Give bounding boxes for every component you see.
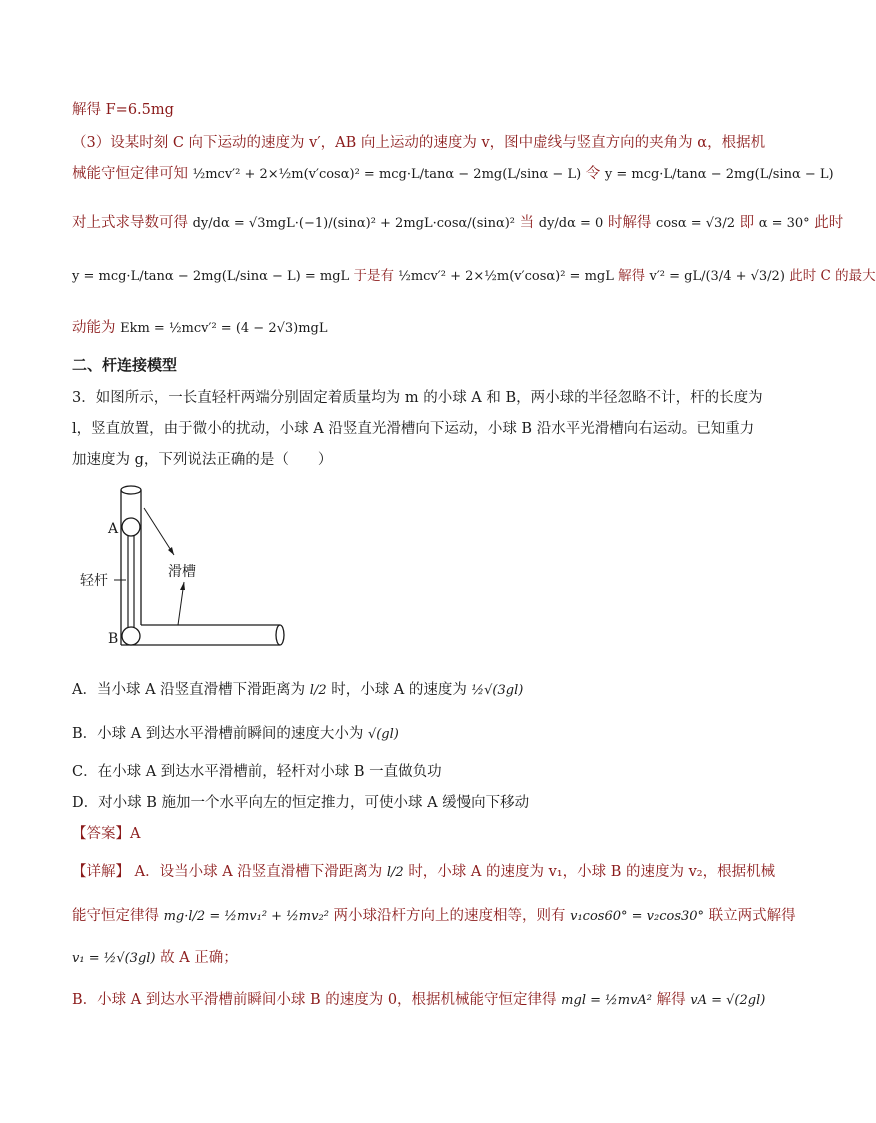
ball-b [122, 627, 140, 645]
detail-line-4: B．小球 A 到达水平滑槽前瞬间小球 B 的速度为 0，根据机械能守恒定律得 mgl = ½mvA² 解得 vA = √(2gl) [72, 992, 766, 1008]
solution-line-5: y = mcg·L/tanα − 2mg(L/sinα − L) = mgL 于是有 ½mcv′² + 2×½m(v′cosα)² = mgL 解得 v′² = gL/(3/4 + √3/2) 此时 C 的最大 [72, 268, 876, 284]
problem-line-2: l，竖直放置，由于微小的扰动，小球 A 沿竖直光滑槽向下运动，小球 B 沿水平光滑槽向右运动。已知重力 [72, 421, 755, 437]
answer-label: 【答案】 [72, 826, 130, 842]
detail-label: 【详解】 [72, 864, 130, 880]
rod-groove-diagram [72, 480, 312, 660]
option-a: A．当小球 A 沿竖直滑槽下滑距离为 l/2 时，小球 A 的速度为 ½√(3gl) [72, 682, 524, 698]
problem-line-1: 3．如图所示，一长直轻杆两端分别固定着质量均为 m 的小球 A 和 B，两小球的半径忽略不计，杆的长度为 [72, 390, 763, 406]
groove-top-opening [121, 486, 141, 494]
energy-equation-1: ½mcv′² + 2×½m(v′cosα)² = mcg·L/tanα − 2mg(L/sinα − L) [192, 167, 582, 182]
option-a-value: ½√(3gl) [471, 683, 524, 698]
solution-line-6: 动能为 Ekm = ½mcv′² = (4 − 2√3)mgL [72, 320, 328, 336]
solution-line-2: （3）设某时刻 C 向下运动的速度为 v′，AB 向上运动的速度为 v，图中虚线与竖直方向的夹角为 α，根据机 [72, 135, 766, 151]
y-definition: y = mcg·L/tanα − 2mg(L/sinα − L) [604, 167, 834, 182]
derivative-formula: dy/dα = √3mgL·(−1)/(sinα)² + 2mgL·cosα/(sinα)² [192, 216, 516, 231]
groove-arrow-1-head [168, 547, 174, 555]
solution-line-1: 解得 F=6.5mg [72, 102, 174, 118]
label-a: A [108, 521, 119, 537]
ball-a [122, 518, 140, 536]
detail-line-3: v₁ = ½√(3gl) 故 A 正确； [72, 950, 238, 966]
section-heading: 二、杆连接模型 [72, 356, 178, 374]
problem-line-3: 加速度为 g，下列说法正确的是（ ） [72, 452, 333, 468]
label-groove: 滑槽 [168, 564, 196, 580]
groove-end-opening [276, 625, 284, 645]
solution-line-4: 对上式求导数可得 dy/dα = √3mgL·(−1)/(sinα)² + 2mgL·cosα/(sinα)² 当 dy/dα = 0 时解得 cosα = √3/2 即 α = 30° 此时 [72, 215, 844, 231]
label-rod: 轻杆 [80, 573, 108, 589]
option-d: D．对小球 B 施加一个水平向左的恒定推力，可使小球 A 缓慢向下移动 [72, 795, 530, 811]
option-b: B．小球 A 到达水平滑槽前瞬间的速度大小为 √(gl) [72, 726, 399, 742]
groove-arrow-1 [144, 508, 174, 555]
option-a-fraction: l/2 [309, 683, 327, 698]
solution-line-3: 械能守恒定律可知 ½mcv′² + 2×½m(v′cosα)² = mcg·L/tanα − 2mg(L/sinα − L) 令 y = mcg·L/tanα − 2mg(L/sinα − L) [72, 166, 834, 182]
rod-groove-figure [72, 480, 312, 660]
answer-value: A [130, 826, 141, 842]
max-kinetic-energy: Ekm = ½mcv′² = (4 − 2√3)mgL [120, 321, 328, 336]
option-b-value: √(gl) [367, 727, 399, 742]
option-c: C．在小球 A 到达水平滑槽前，轻杆对小球 B 一直做负功 [72, 764, 442, 780]
detail-line-1: 【详解】 A．设当小球 A 沿竖直滑槽下滑距离为 l/2 时，小球 A 的速度为 v₁，小球 B 的速度为 v₂，根据机械 [72, 864, 776, 880]
label-b: B [108, 631, 119, 647]
answer-line [72, 822, 140, 843]
detail-line-2: 能守恒定律得 mg·l/2 = ½mv₁² + ½mv₂² 两小球沿杆方向上的速度相等，则有 v₁cos60° = v₂cos30° 联立两式解得 [72, 908, 796, 924]
